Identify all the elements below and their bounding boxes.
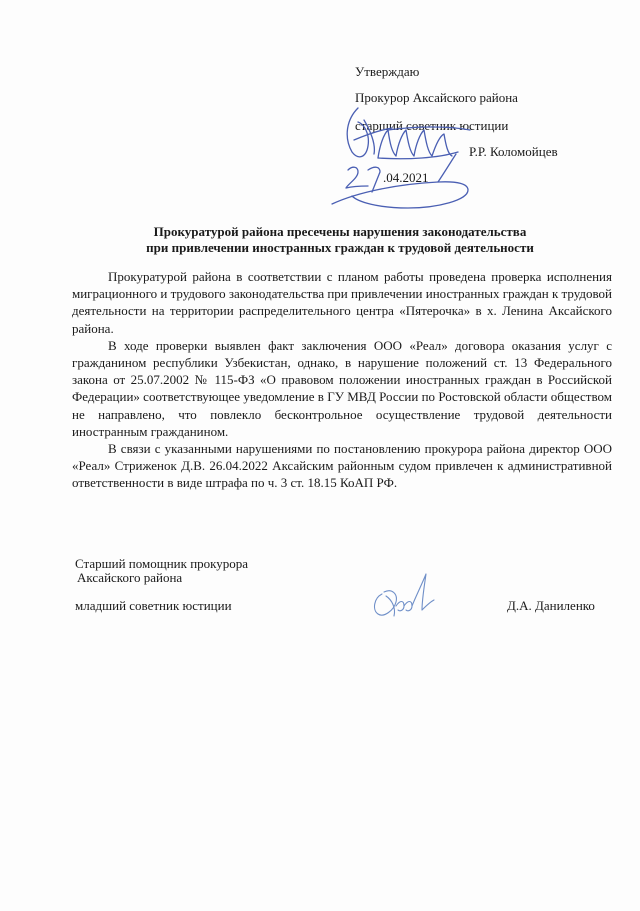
body-paragraph-2: В ходе проверки выявлен факт заключения ООО «Реал» договора оказания услуг с гражданином республики Узбекистан, однако, в нарушение положений ст. 13 Федерального закона от 25.07.2002 № 115-ФЗ «О правовом положении иностранных граждан в Российской Федерации» соответствующее уведомление в ГУ МВД России по Ростовской области обществом не направлено, что повлекло бесконтрольное осуществление трудовой деятельности иностранным гражданином.	[72, 337, 612, 439]
approval-heading: Утверждаю	[355, 64, 420, 79]
signer-name: Д.А. Даниленко	[507, 598, 595, 613]
body-paragraph-1: Прокуратурой района в соответствии с планом работы проведена проверка исполнения миграционного и трудового законодательства при привлечении иностранных граждан к трудовой деятельности на территории распределительного центра «Пятерочка» в х. Ленина Аксайского района.	[72, 269, 612, 336]
approver-signature-icon	[318, 100, 478, 220]
signer-position-line-1: Старший помощник прокурора	[75, 556, 249, 571]
approval-date: .04.2021	[383, 170, 429, 185]
signer-position-line-2: Аксайского района	[77, 570, 183, 585]
approver-rank: старший советник юстиции	[355, 118, 509, 133]
signer-rank: младший советник юстиции	[75, 598, 232, 613]
document-title	[60, 224, 620, 256]
approver-position: Прокурор Аксайского района	[355, 90, 518, 105]
body-paragraph-3: В связи с указанными нарушениями по постановлению прокурора района директор ООО «Реал» Стриженок Д.В. 26.04.2022 Аксайским районным судом привлечен к административной ответственности в виде штрафа по ч. 3 ст. 18.15 КоАП РФ.	[72, 441, 612, 491]
title-line-2: при привлечении иностранных граждан к трудовой деятельности	[146, 240, 534, 255]
approver-name: Р.Р. Коломойцев	[469, 144, 558, 159]
title-line-1: Прокуратурой района пресечены нарушения законодательства	[153, 224, 527, 239]
signer-signature-icon	[366, 566, 440, 626]
document-body	[72, 268, 612, 492]
